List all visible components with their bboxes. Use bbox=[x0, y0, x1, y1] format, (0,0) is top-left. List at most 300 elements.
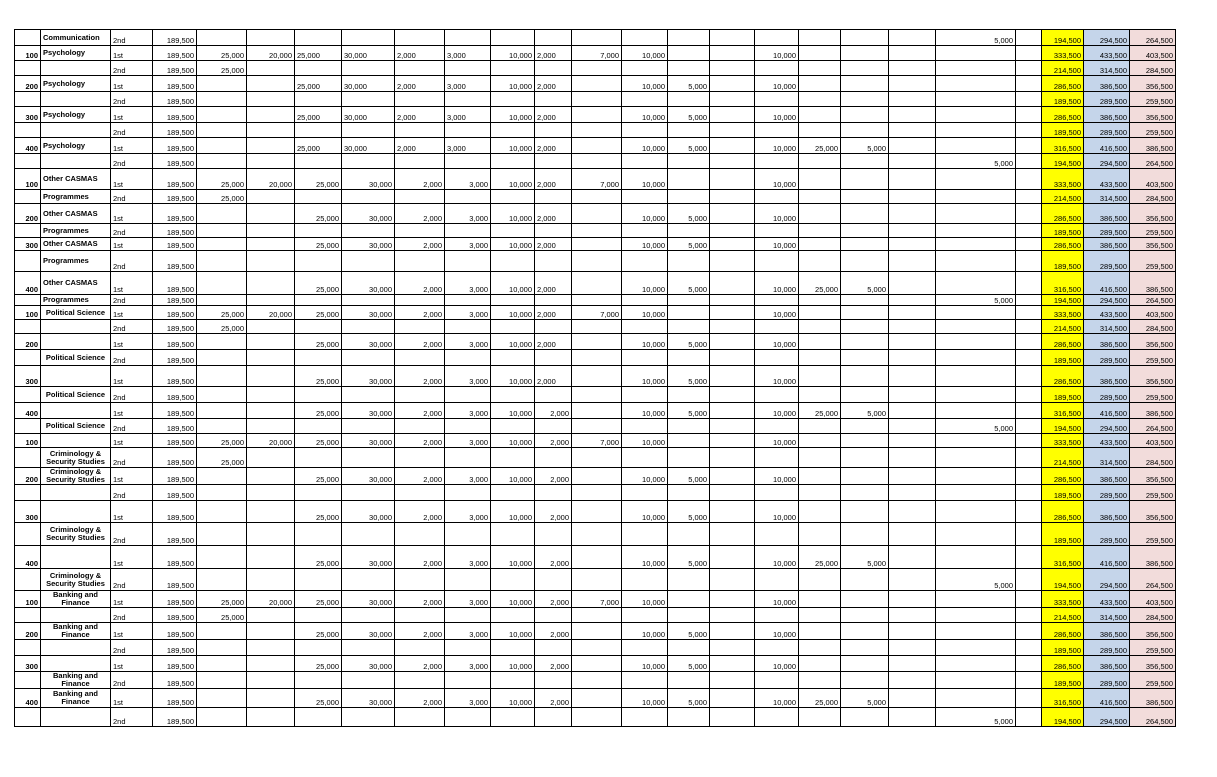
fee-cell-12 bbox=[572, 501, 622, 523]
fee-cell-8 bbox=[395, 448, 445, 468]
fee-cell-8: 2,000 bbox=[395, 656, 445, 672]
fee-cell-5 bbox=[247, 295, 295, 306]
tuition-cell: 189,500 bbox=[153, 546, 197, 569]
table-row bbox=[15, 434, 1176, 448]
total-cell-2: 314,500 bbox=[1084, 608, 1130, 623]
fee-cell-13 bbox=[622, 123, 668, 138]
fee-cell-6 bbox=[295, 224, 342, 238]
semester-cell: 2nd bbox=[111, 708, 153, 727]
fee-cell-7: 30,000 bbox=[342, 204, 395, 224]
programme-cell bbox=[41, 403, 111, 419]
fee-cell-19 bbox=[889, 76, 936, 92]
fee-cell-17 bbox=[799, 61, 841, 76]
level-cell: 400 bbox=[15, 546, 41, 569]
fee-cell-4: 25,000 bbox=[197, 434, 247, 448]
total-cell-3: 264,500 bbox=[1130, 154, 1176, 169]
fee-cell-7 bbox=[342, 350, 395, 366]
fee-cell-12 bbox=[572, 387, 622, 403]
fee-cell-9 bbox=[445, 251, 491, 272]
fee-cell-15 bbox=[710, 272, 755, 295]
fee-cell-17 bbox=[799, 623, 841, 640]
fee-cell-16: 10,000 bbox=[755, 366, 799, 387]
fee-cell-20 bbox=[936, 403, 1016, 419]
fee-cell-5 bbox=[247, 403, 295, 419]
tuition-cell: 189,500 bbox=[153, 523, 197, 546]
fee-cell-11: 2,000 bbox=[535, 238, 572, 251]
fee-cell-21 bbox=[1016, 569, 1042, 591]
fee-cell-15 bbox=[710, 334, 755, 350]
fee-cell-19 bbox=[889, 434, 936, 448]
fee-cell-4 bbox=[197, 672, 247, 689]
fee-cell-18 bbox=[841, 523, 889, 546]
semester-cell: 1st bbox=[111, 138, 153, 154]
fee-cell-8: 2,000 bbox=[395, 501, 445, 523]
fee-cell-5 bbox=[247, 546, 295, 569]
fee-cell-16 bbox=[755, 485, 799, 501]
total-cell-2: 314,500 bbox=[1084, 190, 1130, 204]
fee-cell-13: 10,000 bbox=[622, 403, 668, 419]
fee-cell-15 bbox=[710, 190, 755, 204]
fee-cell-21 bbox=[1016, 30, 1042, 46]
fee-cell-18 bbox=[841, 107, 889, 123]
programme-cell: Psychology bbox=[41, 138, 111, 154]
level-cell bbox=[15, 708, 41, 727]
programme-cell: Other CASMAS bbox=[41, 169, 111, 190]
fee-cell-12 bbox=[572, 672, 622, 689]
fee-cell-20 bbox=[936, 46, 1016, 61]
fee-cell-9 bbox=[445, 485, 491, 501]
level-cell bbox=[15, 672, 41, 689]
fee-cell-5 bbox=[247, 656, 295, 672]
fee-cell-12 bbox=[572, 154, 622, 169]
fee-cell-7: 30,000 bbox=[342, 306, 395, 320]
fee-cell-4 bbox=[197, 92, 247, 107]
total-cell-2: 289,500 bbox=[1084, 251, 1130, 272]
fee-cell-20 bbox=[936, 251, 1016, 272]
fee-cell-20 bbox=[936, 190, 1016, 204]
fee-cell-15 bbox=[710, 546, 755, 569]
fee-cell-16 bbox=[755, 448, 799, 468]
fee-cell-21 bbox=[1016, 523, 1042, 546]
fee-cell-16: 10,000 bbox=[755, 107, 799, 123]
fee-cell-14 bbox=[668, 30, 710, 46]
fee-cell-6: 25,000 bbox=[295, 689, 342, 708]
fee-cell-5 bbox=[247, 334, 295, 350]
programme-cell: Banking and Finance bbox=[41, 591, 111, 608]
fee-cell-11: 2,000 bbox=[535, 306, 572, 320]
fee-cell-12 bbox=[572, 546, 622, 569]
fee-cell-14 bbox=[668, 591, 710, 608]
fee-cell-18: 5,000 bbox=[841, 403, 889, 419]
fee-cell-8: 2,000 bbox=[395, 366, 445, 387]
fee-cell-17 bbox=[799, 640, 841, 656]
fee-cell-18 bbox=[841, 46, 889, 61]
fee-cell-8: 2,000 bbox=[395, 403, 445, 419]
total-cell-3: 284,500 bbox=[1130, 320, 1176, 334]
semester-cell: 2nd bbox=[111, 123, 153, 138]
fee-cell-10 bbox=[491, 190, 535, 204]
fee-cell-10: 10,000 bbox=[491, 238, 535, 251]
fee-cell-10 bbox=[491, 485, 535, 501]
programme-cell: Criminology & Security Studies bbox=[41, 569, 111, 591]
fee-cell-14 bbox=[668, 523, 710, 546]
fee-cell-13: 10,000 bbox=[622, 272, 668, 295]
fee-cell-7 bbox=[342, 251, 395, 272]
fee-cell-14 bbox=[668, 46, 710, 61]
level-cell bbox=[15, 350, 41, 366]
fee-cell-16 bbox=[755, 608, 799, 623]
level-cell: 200 bbox=[15, 623, 41, 640]
total-cell-3: 386,500 bbox=[1130, 272, 1176, 295]
fee-cell-19 bbox=[889, 608, 936, 623]
fee-cell-16: 10,000 bbox=[755, 306, 799, 320]
table-row bbox=[15, 523, 1176, 546]
total-cell-1: 194,500 bbox=[1042, 708, 1084, 727]
fee-cell-13 bbox=[622, 251, 668, 272]
fee-cell-18 bbox=[841, 169, 889, 190]
fee-cell-16: 10,000 bbox=[755, 272, 799, 295]
fee-cell-13: 10,000 bbox=[622, 204, 668, 224]
semester-cell: 1st bbox=[111, 46, 153, 61]
fee-cell-15 bbox=[710, 295, 755, 306]
fee-cell-5 bbox=[247, 251, 295, 272]
fee-cell-12 bbox=[572, 238, 622, 251]
total-cell-3: 259,500 bbox=[1130, 387, 1176, 403]
fee-cell-6: 25,000 bbox=[295, 468, 342, 485]
fee-cell-4 bbox=[197, 224, 247, 238]
total-cell-2: 416,500 bbox=[1084, 272, 1130, 295]
fee-cell-9: 3,000 bbox=[445, 272, 491, 295]
fee-cell-17 bbox=[799, 123, 841, 138]
fee-cell-9 bbox=[445, 61, 491, 76]
fee-cell-16: 10,000 bbox=[755, 204, 799, 224]
programme-cell: Political Science bbox=[41, 350, 111, 366]
programme-cell bbox=[41, 708, 111, 727]
fee-cell-8: 2,000 bbox=[395, 46, 445, 61]
fee-cell-21 bbox=[1016, 272, 1042, 295]
fee-cell-4: 25,000 bbox=[197, 46, 247, 61]
tuition-cell: 189,500 bbox=[153, 334, 197, 350]
fee-cell-10: 10,000 bbox=[491, 138, 535, 154]
fee-cell-15 bbox=[710, 608, 755, 623]
fee-cell-20 bbox=[936, 138, 1016, 154]
tuition-cell: 189,500 bbox=[153, 434, 197, 448]
level-cell bbox=[15, 92, 41, 107]
fee-cell-7 bbox=[342, 154, 395, 169]
fee-cell-15 bbox=[710, 306, 755, 320]
fee-cell-19 bbox=[889, 123, 936, 138]
tuition-cell: 189,500 bbox=[153, 295, 197, 306]
total-cell-3: 356,500 bbox=[1130, 468, 1176, 485]
fee-cell-18 bbox=[841, 569, 889, 591]
programme-cell: Criminology & Security Studies bbox=[41, 523, 111, 546]
table-row bbox=[15, 366, 1176, 387]
programme-cell bbox=[41, 434, 111, 448]
fee-cell-4 bbox=[197, 689, 247, 708]
fee-cell-11 bbox=[535, 350, 572, 366]
semester-cell: 1st bbox=[111, 366, 153, 387]
fee-cell-16 bbox=[755, 640, 799, 656]
fee-cell-15 bbox=[710, 30, 755, 46]
fee-cell-8: 2,000 bbox=[395, 623, 445, 640]
total-cell-3: 403,500 bbox=[1130, 169, 1176, 190]
programme-cell bbox=[41, 320, 111, 334]
fee-cell-16 bbox=[755, 523, 799, 546]
fee-cell-9 bbox=[445, 523, 491, 546]
total-cell-3: 356,500 bbox=[1130, 107, 1176, 123]
fee-cell-9: 3,000 bbox=[445, 76, 491, 92]
fee-cell-16 bbox=[755, 387, 799, 403]
fee-cell-10: 10,000 bbox=[491, 306, 535, 320]
fee-cell-14: 5,000 bbox=[668, 366, 710, 387]
fee-cell-19 bbox=[889, 224, 936, 238]
total-cell-3: 356,500 bbox=[1130, 623, 1176, 640]
fee-cell-5 bbox=[247, 92, 295, 107]
total-cell-1: 214,500 bbox=[1042, 608, 1084, 623]
total-cell-2: 386,500 bbox=[1084, 334, 1130, 350]
level-cell: 300 bbox=[15, 107, 41, 123]
fee-cell-8 bbox=[395, 672, 445, 689]
fee-cell-9 bbox=[445, 419, 491, 434]
fee-cell-5 bbox=[247, 138, 295, 154]
fee-cell-8 bbox=[395, 123, 445, 138]
fee-cell-21 bbox=[1016, 190, 1042, 204]
fee-cell-17: 25,000 bbox=[799, 403, 841, 419]
fee-cell-13 bbox=[622, 92, 668, 107]
table-row bbox=[15, 656, 1176, 672]
total-cell-3: 259,500 bbox=[1130, 640, 1176, 656]
total-cell-2: 289,500 bbox=[1084, 387, 1130, 403]
tuition-cell: 189,500 bbox=[153, 501, 197, 523]
fee-cell-15 bbox=[710, 434, 755, 448]
table-row bbox=[15, 138, 1176, 154]
programme-cell bbox=[41, 366, 111, 387]
table-row bbox=[15, 154, 1176, 169]
total-cell-2: 386,500 bbox=[1084, 366, 1130, 387]
fee-cell-20 bbox=[936, 92, 1016, 107]
fee-cell-16 bbox=[755, 123, 799, 138]
fee-cell-17 bbox=[799, 295, 841, 306]
fee-cell-14 bbox=[668, 92, 710, 107]
fee-cell-21 bbox=[1016, 672, 1042, 689]
fee-cell-8 bbox=[395, 190, 445, 204]
fee-cell-12: 7,000 bbox=[572, 169, 622, 190]
fee-cell-10 bbox=[491, 350, 535, 366]
fee-cell-9: 3,000 bbox=[445, 107, 491, 123]
total-cell-2: 314,500 bbox=[1084, 320, 1130, 334]
level-cell bbox=[15, 387, 41, 403]
fee-cell-4 bbox=[197, 708, 247, 727]
level-cell: 300 bbox=[15, 656, 41, 672]
total-cell-2: 314,500 bbox=[1084, 61, 1130, 76]
fee-cell-6 bbox=[295, 608, 342, 623]
fee-cell-5 bbox=[247, 640, 295, 656]
fee-cell-7: 30,000 bbox=[342, 272, 395, 295]
fee-cell-19 bbox=[889, 523, 936, 546]
fee-cell-13: 10,000 bbox=[622, 169, 668, 190]
fee-cell-12 bbox=[572, 569, 622, 591]
fee-cell-14: 5,000 bbox=[668, 403, 710, 419]
fee-cell-17: 25,000 bbox=[799, 546, 841, 569]
fee-cell-10 bbox=[491, 523, 535, 546]
fee-cell-21 bbox=[1016, 61, 1042, 76]
fee-cell-16 bbox=[755, 569, 799, 591]
fee-cell-9 bbox=[445, 190, 491, 204]
level-cell: 300 bbox=[15, 238, 41, 251]
fee-cell-14: 5,000 bbox=[668, 546, 710, 569]
fee-cell-11: 2,000 bbox=[535, 434, 572, 448]
fee-cell-4 bbox=[197, 204, 247, 224]
fee-cell-4: 25,000 bbox=[197, 169, 247, 190]
programme-cell bbox=[41, 92, 111, 107]
fee-cell-4 bbox=[197, 295, 247, 306]
fee-cell-19 bbox=[889, 295, 936, 306]
fee-cell-11 bbox=[535, 251, 572, 272]
fee-cell-8 bbox=[395, 419, 445, 434]
fee-cell-4 bbox=[197, 640, 247, 656]
semester-cell: 2nd bbox=[111, 350, 153, 366]
fee-cell-6 bbox=[295, 708, 342, 727]
fee-cell-18 bbox=[841, 76, 889, 92]
programme-cell: Political Science bbox=[41, 387, 111, 403]
fee-cell-11: 2,000 bbox=[535, 689, 572, 708]
fee-cell-17 bbox=[799, 169, 841, 190]
fee-cell-19 bbox=[889, 689, 936, 708]
fee-cell-18: 5,000 bbox=[841, 138, 889, 154]
fee-schedule-body bbox=[15, 30, 1176, 727]
fee-cell-17 bbox=[799, 251, 841, 272]
semester-cell: 2nd bbox=[111, 640, 153, 656]
level-cell: 200 bbox=[15, 334, 41, 350]
programme-cell bbox=[41, 334, 111, 350]
fee-cell-16: 10,000 bbox=[755, 546, 799, 569]
fee-cell-21 bbox=[1016, 295, 1042, 306]
table-row bbox=[15, 76, 1176, 92]
fee-cell-18 bbox=[841, 334, 889, 350]
programme-cell: Criminology & Security Studies bbox=[41, 448, 111, 468]
fee-cell-9 bbox=[445, 708, 491, 727]
fee-cell-4 bbox=[197, 334, 247, 350]
fee-cell-6 bbox=[295, 92, 342, 107]
fee-cell-16: 10,000 bbox=[755, 468, 799, 485]
fee-cell-10: 10,000 bbox=[491, 46, 535, 61]
fee-cell-4: 25,000 bbox=[197, 306, 247, 320]
fee-cell-8 bbox=[395, 92, 445, 107]
fee-cell-9: 3,000 bbox=[445, 403, 491, 419]
semester-cell: 1st bbox=[111, 546, 153, 569]
fee-cell-11 bbox=[535, 419, 572, 434]
fee-cell-15 bbox=[710, 591, 755, 608]
level-cell: 400 bbox=[15, 272, 41, 295]
fee-cell-19 bbox=[889, 448, 936, 468]
fee-cell-19 bbox=[889, 501, 936, 523]
fee-cell-9 bbox=[445, 640, 491, 656]
fee-cell-8: 2,000 bbox=[395, 468, 445, 485]
fee-cell-9: 3,000 bbox=[445, 169, 491, 190]
fee-cell-12: 7,000 bbox=[572, 46, 622, 61]
fee-cell-6 bbox=[295, 30, 342, 46]
fee-cell-13 bbox=[622, 387, 668, 403]
fee-cell-6 bbox=[295, 387, 342, 403]
tuition-cell: 189,500 bbox=[153, 419, 197, 434]
fee-cell-9: 3,000 bbox=[445, 689, 491, 708]
fee-cell-19 bbox=[889, 169, 936, 190]
fee-cell-8 bbox=[395, 224, 445, 238]
fee-cell-8 bbox=[395, 30, 445, 46]
fee-cell-20: 5,000 bbox=[936, 708, 1016, 727]
fee-cell-7: 30,000 bbox=[342, 468, 395, 485]
fee-cell-6: 25,000 bbox=[295, 169, 342, 190]
programme-cell bbox=[41, 501, 111, 523]
fee-cell-12 bbox=[572, 656, 622, 672]
total-cell-1: 194,500 bbox=[1042, 154, 1084, 169]
fee-cell-20 bbox=[936, 608, 1016, 623]
fee-cell-5 bbox=[247, 190, 295, 204]
fee-cell-21 bbox=[1016, 608, 1042, 623]
fee-cell-12 bbox=[572, 92, 622, 107]
fee-cell-10 bbox=[491, 608, 535, 623]
total-cell-3: 259,500 bbox=[1130, 672, 1176, 689]
fee-cell-4 bbox=[197, 238, 247, 251]
fee-cell-18 bbox=[841, 123, 889, 138]
fee-cell-14: 5,000 bbox=[668, 656, 710, 672]
fee-cell-11 bbox=[535, 61, 572, 76]
fee-cell-14 bbox=[668, 448, 710, 468]
fee-cell-13: 10,000 bbox=[622, 591, 668, 608]
fee-cell-4 bbox=[197, 387, 247, 403]
fee-cell-19 bbox=[889, 107, 936, 123]
fee-cell-6 bbox=[295, 320, 342, 334]
level-cell: 100 bbox=[15, 46, 41, 61]
total-cell-3: 264,500 bbox=[1130, 419, 1176, 434]
total-cell-3: 259,500 bbox=[1130, 523, 1176, 546]
fee-cell-12: 7,000 bbox=[572, 434, 622, 448]
semester-cell: 2nd bbox=[111, 672, 153, 689]
semester-cell: 2nd bbox=[111, 251, 153, 272]
level-cell: 100 bbox=[15, 591, 41, 608]
total-cell-1: 286,500 bbox=[1042, 366, 1084, 387]
fee-cell-15 bbox=[710, 672, 755, 689]
fee-cell-12 bbox=[572, 138, 622, 154]
fee-cell-4 bbox=[197, 123, 247, 138]
fee-cell-16: 10,000 bbox=[755, 76, 799, 92]
tuition-cell: 189,500 bbox=[153, 672, 197, 689]
fee-cell-4: 25,000 bbox=[197, 608, 247, 623]
fee-cell-10 bbox=[491, 640, 535, 656]
semester-cell: 2nd bbox=[111, 154, 153, 169]
tuition-cell: 189,500 bbox=[153, 251, 197, 272]
semester-cell: 1st bbox=[111, 689, 153, 708]
total-cell-3: 264,500 bbox=[1130, 708, 1176, 727]
fee-cell-19 bbox=[889, 569, 936, 591]
fee-cell-7 bbox=[342, 61, 395, 76]
fee-cell-4 bbox=[197, 107, 247, 123]
fee-cell-17 bbox=[799, 672, 841, 689]
fee-cell-14 bbox=[668, 485, 710, 501]
fee-cell-9: 3,000 bbox=[445, 623, 491, 640]
table-row bbox=[15, 92, 1176, 107]
fee-cell-10: 10,000 bbox=[491, 334, 535, 350]
fee-cell-6: 25,000 bbox=[295, 623, 342, 640]
fee-cell-17 bbox=[799, 238, 841, 251]
fee-cell-11: 2,000 bbox=[535, 468, 572, 485]
total-cell-1: 194,500 bbox=[1042, 30, 1084, 46]
fee-cell-6 bbox=[295, 448, 342, 468]
table-row bbox=[15, 169, 1176, 190]
fee-cell-11: 2,000 bbox=[535, 501, 572, 523]
fee-cell-21 bbox=[1016, 320, 1042, 334]
level-cell: 100 bbox=[15, 169, 41, 190]
